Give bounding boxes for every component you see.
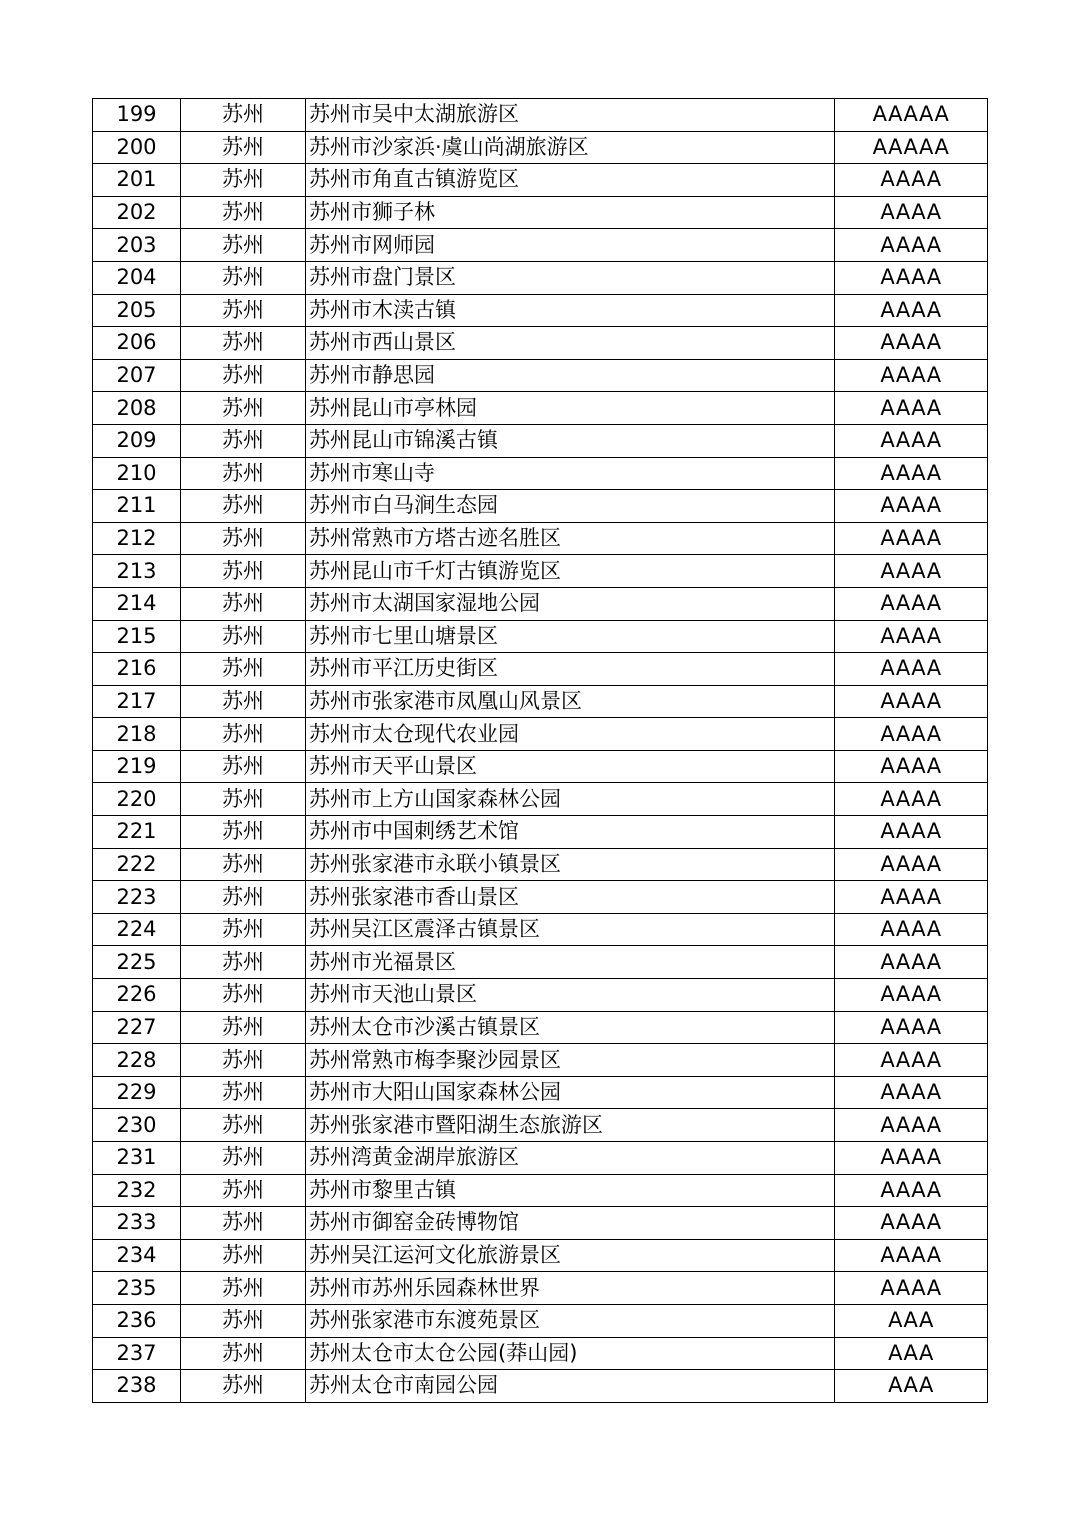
scenic-spot-name: 苏州昆山市千灯古镇游览区 [306, 555, 835, 588]
city-cell: 苏州 [181, 946, 306, 979]
grade-rating: AAAA [835, 946, 988, 979]
grade-rating: AAAA [835, 1011, 988, 1044]
table-row [93, 457, 988, 490]
table-row [93, 1239, 988, 1272]
scenic-spot-name: 苏州昆山市锦溪古镇 [306, 424, 835, 457]
row-number: 202 [93, 196, 181, 229]
city-cell: 苏州 [181, 1337, 306, 1370]
table-row [93, 522, 988, 555]
table-row [93, 1076, 988, 1109]
table-row [93, 164, 988, 197]
row-number: 199 [93, 99, 181, 132]
row-number: 230 [93, 1109, 181, 1142]
grade-rating: AAAA [835, 979, 988, 1012]
city-cell: 苏州 [181, 99, 306, 132]
grade-rating: AAA [835, 1304, 988, 1337]
city-cell: 苏州 [181, 1370, 306, 1403]
scenic-spot-name: 苏州张家港市东渡苑景区 [306, 1304, 835, 1337]
scenic-spot-name: 苏州市沙家浜·虞山尚湖旅游区 [306, 131, 835, 164]
row-number: 213 [93, 555, 181, 588]
row-number: 227 [93, 1011, 181, 1044]
table-row [93, 99, 988, 132]
row-number: 238 [93, 1370, 181, 1403]
grade-rating: AAAA [835, 359, 988, 392]
row-number: 214 [93, 587, 181, 620]
scenic-spot-name: 苏州市天平山景区 [306, 750, 835, 783]
scenic-spot-name: 苏州市光福景区 [306, 946, 835, 979]
row-number: 203 [93, 229, 181, 262]
city-cell: 苏州 [181, 424, 306, 457]
city-cell: 苏州 [181, 1174, 306, 1207]
scenic-spot-name: 苏州市天池山景区 [306, 979, 835, 1012]
table-row [93, 750, 988, 783]
grade-rating: AAAA [835, 881, 988, 914]
grade-rating: AAAA [835, 1272, 988, 1305]
row-number: 215 [93, 620, 181, 653]
row-number: 229 [93, 1076, 181, 1109]
row-number: 233 [93, 1207, 181, 1240]
scenic-spot-name: 苏州市张家港市凤凰山风景区 [306, 685, 835, 718]
grade-rating: AAAA [835, 1174, 988, 1207]
scenic-spot-name: 苏州张家港市永联小镇景区 [306, 848, 835, 881]
city-cell: 苏州 [181, 1011, 306, 1044]
scenic-spot-name: 苏州市七里山塘景区 [306, 620, 835, 653]
grade-rating: AAAA [835, 848, 988, 881]
scenic-spot-name: 苏州市盘门景区 [306, 261, 835, 294]
scenic-spot-name: 苏州市角直古镇游览区 [306, 164, 835, 197]
grade-rating: AAAA [835, 457, 988, 490]
table-row [93, 1109, 988, 1142]
row-number: 209 [93, 424, 181, 457]
table-row [93, 913, 988, 946]
grade-rating: AAAA [835, 685, 988, 718]
scenic-spot-table [92, 98, 988, 1403]
scenic-spot-name: 苏州太仓市南园公园 [306, 1370, 835, 1403]
grade-rating: AAAA [835, 261, 988, 294]
table-row [93, 327, 988, 360]
city-cell: 苏州 [181, 294, 306, 327]
row-number: 232 [93, 1174, 181, 1207]
row-number: 220 [93, 783, 181, 816]
city-cell: 苏州 [181, 196, 306, 229]
table-row [93, 359, 988, 392]
row-number: 210 [93, 457, 181, 490]
scenic-spot-name: 苏州市上方山国家森林公园 [306, 783, 835, 816]
table-body [93, 99, 988, 1403]
city-cell: 苏州 [181, 522, 306, 555]
row-number: 231 [93, 1142, 181, 1175]
table-row [93, 196, 988, 229]
row-number: 216 [93, 653, 181, 686]
table-row [93, 229, 988, 262]
table-row [93, 946, 988, 979]
city-cell: 苏州 [181, 587, 306, 620]
scenic-spot-name: 苏州昆山市亭林园 [306, 392, 835, 425]
city-cell: 苏州 [181, 848, 306, 881]
scenic-spot-name: 苏州吴江区震泽古镇景区 [306, 913, 835, 946]
scenic-spot-name: 苏州太仓市太仓公园(莽山园) [306, 1337, 835, 1370]
table-row [93, 1337, 988, 1370]
scenic-spot-name: 苏州市西山景区 [306, 327, 835, 360]
grade-rating: AAAA [835, 555, 988, 588]
grade-rating: AAAA [835, 750, 988, 783]
grade-rating: AAA [835, 1370, 988, 1403]
row-number: 205 [93, 294, 181, 327]
city-cell: 苏州 [181, 359, 306, 392]
row-number: 223 [93, 881, 181, 914]
grade-rating: AAAA [835, 522, 988, 555]
table-row [93, 816, 988, 849]
city-cell: 苏州 [181, 1109, 306, 1142]
city-cell: 苏州 [181, 913, 306, 946]
grade-rating: AAAA [835, 1044, 988, 1077]
table-row [93, 1174, 988, 1207]
city-cell: 苏州 [181, 131, 306, 164]
table-row [93, 1044, 988, 1077]
scenic-spot-name: 苏州市苏州乐园森林世界 [306, 1272, 835, 1305]
grade-rating: AAAA [835, 1207, 988, 1240]
row-number: 224 [93, 913, 181, 946]
table-row [93, 685, 988, 718]
city-cell: 苏州 [181, 881, 306, 914]
table-row [93, 424, 988, 457]
table-row [93, 1370, 988, 1403]
grade-rating: AAAA [835, 783, 988, 816]
city-cell: 苏州 [181, 1207, 306, 1240]
scenic-spot-name: 苏州市中国刺绣艺术馆 [306, 816, 835, 849]
city-cell: 苏州 [181, 620, 306, 653]
city-cell: 苏州 [181, 229, 306, 262]
row-number: 208 [93, 392, 181, 425]
table-row [93, 620, 988, 653]
scenic-spot-name: 苏州常熟市梅李聚沙园景区 [306, 1044, 835, 1077]
scenic-spot-name: 苏州市黎里古镇 [306, 1174, 835, 1207]
scenic-spot-name: 苏州吴江运河文化旅游景区 [306, 1239, 835, 1272]
scenic-spot-name: 苏州市狮子林 [306, 196, 835, 229]
grade-rating: AAAAA [835, 131, 988, 164]
row-number: 226 [93, 979, 181, 1012]
city-cell: 苏州 [181, 490, 306, 523]
scenic-spot-name: 苏州市御窑金砖博物馆 [306, 1207, 835, 1240]
scenic-spot-name: 苏州市大阳山国家森林公园 [306, 1076, 835, 1109]
grade-rating: AAA [835, 1337, 988, 1370]
table-row [93, 392, 988, 425]
grade-rating: AAAA [835, 1142, 988, 1175]
grade-rating: AAAAA [835, 99, 988, 132]
grade-rating: AAAA [835, 1109, 988, 1142]
scenic-spot-name: 苏州市太湖国家湿地公园 [306, 587, 835, 620]
table-row [93, 653, 988, 686]
scenic-spot-name: 苏州市太仓现代农业园 [306, 718, 835, 751]
row-number: 206 [93, 327, 181, 360]
row-number: 225 [93, 946, 181, 979]
grade-rating: AAAA [835, 490, 988, 523]
row-number: 218 [93, 718, 181, 751]
scenic-spot-name: 苏州市静思园 [306, 359, 835, 392]
row-number: 204 [93, 261, 181, 294]
table-row [93, 1304, 988, 1337]
table-row [93, 587, 988, 620]
row-number: 212 [93, 522, 181, 555]
row-number: 217 [93, 685, 181, 718]
row-number: 237 [93, 1337, 181, 1370]
grade-rating: AAAA [835, 424, 988, 457]
city-cell: 苏州 [181, 1076, 306, 1109]
grade-rating: AAAA [835, 196, 988, 229]
table-row [93, 490, 988, 523]
table-row [93, 848, 988, 881]
table-row [93, 555, 988, 588]
row-number: 200 [93, 131, 181, 164]
scenic-spot-name: 苏州市寒山寺 [306, 457, 835, 490]
row-number: 211 [93, 490, 181, 523]
row-number: 236 [93, 1304, 181, 1337]
city-cell: 苏州 [181, 261, 306, 294]
scenic-spot-name: 苏州湾黄金湖岸旅游区 [306, 1142, 835, 1175]
scenic-spot-name: 苏州市平江历史街区 [306, 653, 835, 686]
city-cell: 苏州 [181, 1239, 306, 1272]
scenic-spot-name: 苏州市木渎古镇 [306, 294, 835, 327]
grade-rating: AAAA [835, 653, 988, 686]
city-cell: 苏州 [181, 816, 306, 849]
scenic-spot-name: 苏州张家港市暨阳湖生态旅游区 [306, 1109, 835, 1142]
grade-rating: AAAA [835, 816, 988, 849]
scenic-spot-name: 苏州太仓市沙溪古镇景区 [306, 1011, 835, 1044]
scenic-spot-name: 苏州市网师园 [306, 229, 835, 262]
row-number: 207 [93, 359, 181, 392]
grade-rating: AAAA [835, 587, 988, 620]
grade-rating: AAAA [835, 327, 988, 360]
table-row [93, 881, 988, 914]
grade-rating: AAAA [835, 229, 988, 262]
scenic-spot-name: 苏州市吴中太湖旅游区 [306, 99, 835, 132]
city-cell: 苏州 [181, 685, 306, 718]
city-cell: 苏州 [181, 1272, 306, 1305]
row-number: 228 [93, 1044, 181, 1077]
row-number: 221 [93, 816, 181, 849]
grade-rating: AAAA [835, 718, 988, 751]
grade-rating: AAAA [835, 913, 988, 946]
row-number: 219 [93, 750, 181, 783]
table-row [93, 131, 988, 164]
scenic-spot-name: 苏州市白马涧生态园 [306, 490, 835, 523]
row-number: 222 [93, 848, 181, 881]
city-cell: 苏州 [181, 979, 306, 1012]
table-row [93, 718, 988, 751]
city-cell: 苏州 [181, 457, 306, 490]
city-cell: 苏州 [181, 327, 306, 360]
city-cell: 苏州 [181, 653, 306, 686]
city-cell: 苏州 [181, 1304, 306, 1337]
row-number: 235 [93, 1272, 181, 1305]
city-cell: 苏州 [181, 555, 306, 588]
row-number: 201 [93, 164, 181, 197]
city-cell: 苏州 [181, 783, 306, 816]
grade-rating: AAAA [835, 392, 988, 425]
table-row [93, 1272, 988, 1305]
table-row [93, 783, 988, 816]
table-row [93, 1142, 988, 1175]
grade-rating: AAAA [835, 620, 988, 653]
city-cell: 苏州 [181, 164, 306, 197]
grade-rating: AAAA [835, 294, 988, 327]
city-cell: 苏州 [181, 750, 306, 783]
scenic-spot-name: 苏州张家港市香山景区 [306, 881, 835, 914]
city-cell: 苏州 [181, 1044, 306, 1077]
table-row [93, 261, 988, 294]
grade-rating: AAAA [835, 164, 988, 197]
table-row [93, 979, 988, 1012]
grade-rating: AAAA [835, 1076, 988, 1109]
grade-rating: AAAA [835, 1239, 988, 1272]
city-cell: 苏州 [181, 392, 306, 425]
scenic-spot-name: 苏州常熟市方塔古迹名胜区 [306, 522, 835, 555]
table-row [93, 1207, 988, 1240]
city-cell: 苏州 [181, 1142, 306, 1175]
table-row [93, 294, 988, 327]
row-number: 234 [93, 1239, 181, 1272]
city-cell: 苏州 [181, 718, 306, 751]
table-row [93, 1011, 988, 1044]
